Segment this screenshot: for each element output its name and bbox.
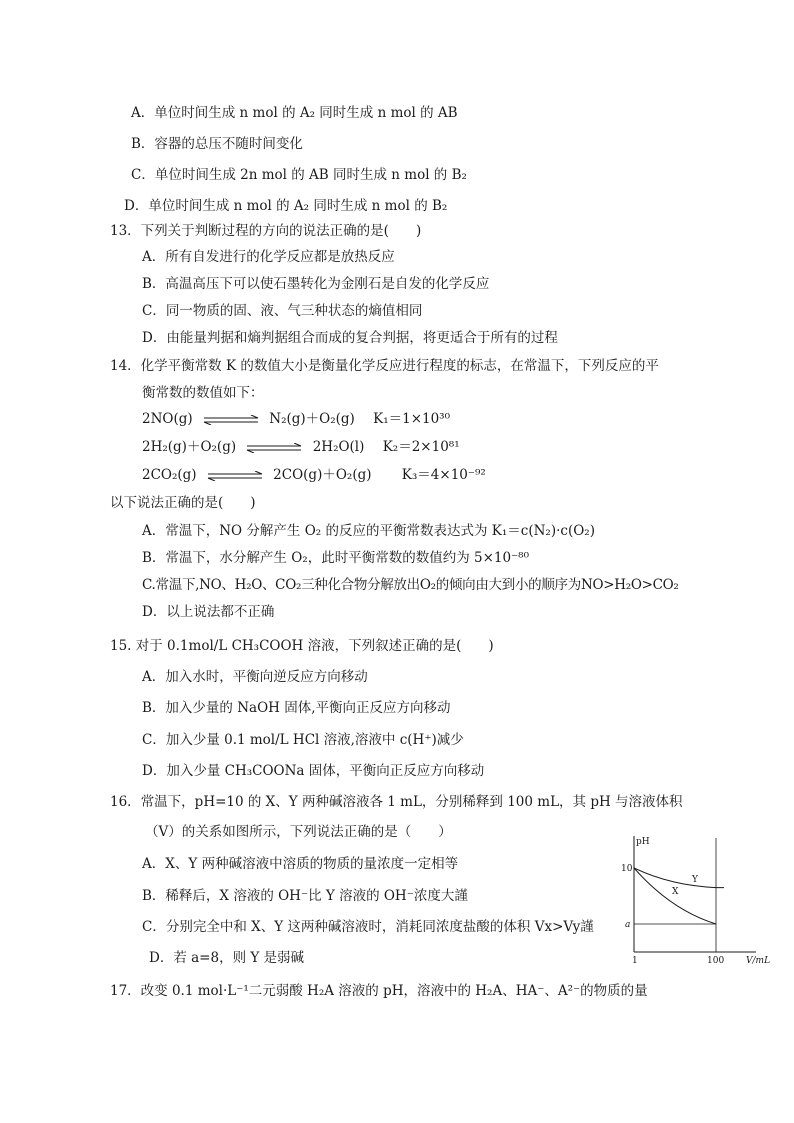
q14-equation-2 [142,438,460,456]
y-tick-label: 10 [621,864,633,874]
equilibrium-arrow-icon [203,415,259,425]
y-tick-label: a [625,920,631,930]
eq2-constant: K₂＝2×10⁸¹ [382,439,460,455]
ph-volume-chart [612,832,782,970]
q15-option-d: D．加入少量 CH₃COONa 固体，平衡向正反应方向移动 [142,763,485,779]
q16-option-c: C．分别完全中和 X、Y 这两种碱溶液时，消耗同浓度盐酸的体积 Vx>Vy謹 [142,919,594,935]
q14-option-a: A．常温下，NO 分解产生 O₂ 的反应的平衡常数表达式为 K₁＝c(N₂)·c(O₂) [142,523,595,539]
q16-stem-line1: 16．常温下，pH=10 的 X、Y 两种碱溶液各 1 mL，分别稀释到 100 mL，其 pH 与溶液体积 [110,794,683,810]
q12-option-d: D．单位时间生成 n mol 的 A₂ 同时生成 n mol 的 B₂ [124,198,448,214]
q13-stem: 13．下列关于判断过程的方向的说法正确的是( ) [110,223,422,239]
q14-option-d: D．以上说法都不正确 [142,604,275,620]
q16-option-a: A．X、Y 两种碱溶液中溶质的物质的量浓度一定相等 [142,856,459,872]
eq3-constant: K₃＝4×10⁻⁹² [401,467,486,483]
q14-equation-3 [142,466,486,484]
q15-option-b: B．加入少量的 NaOH 固体,平衡向正反应方向移动 [142,700,451,716]
q15-option-a: A．加入水时，平衡向逆反应方向移动 [142,669,368,685]
equilibrium-arrow-icon [207,471,263,481]
q15-option-c: C．加入少量 0.1 mol/L HCl 溶液,溶液中 c(H⁺)减少 [142,732,464,748]
series-line-y [634,868,724,888]
y-axis-label: pH [636,837,650,847]
q14-equation-1 [142,410,450,428]
q16-option-b: B．稀释后，X 溶液的 OH⁻比 Y 溶液的 OH⁻浓度大謹 [142,888,468,904]
q13-option-b: B．高温高压下可以使石墨转化为金刚石是自发的化学反应 [142,276,490,292]
equilibrium-arrow-icon [246,443,302,453]
q17-stem: 17．改变 0.1 mol·L⁻¹二元弱酸 H₂A 溶液的 pH，溶液中的 H₂A、HA⁻、A²⁻的物质的量 [110,983,648,999]
q14-option-b: B．常温下，水分解产生 O₂，此时平衡常数的数值约为 5×10⁻⁸⁰ [142,550,530,566]
q13-option-a: A．所有自发进行的化学反应都是放热反应 [142,249,395,265]
eq3-reactants: 2CO₂(g) [142,467,197,483]
q16-option-d: D．若 a=8，则 Y 是弱碱 [149,950,305,966]
q12-option-c: C．单位时间生成 2n mol 的 AB 同时生成 n mol 的 B₂ [131,167,467,183]
q13-option-c: C．同一物质的固、液、气三种状态的熵值相同 [142,303,423,319]
q13-option-d: D．由能量判据和熵判据组合而成的复合判据，将更适合于所有的过程 [142,330,558,346]
chart-marks [634,868,724,924]
q12-option-b: B．容器的总压不随时间变化 [131,136,303,152]
series-label-x: X [672,887,679,897]
eq2-products: 2H₂O(l) [312,439,365,455]
eq1-constant: K₁＝1×10³⁰ [373,411,451,427]
q14-option-c: C.常温下,NO、H₂O、CO₂三种化合物分解放出O₂的倾向由大到小的顺序为NO>H₂O>CO₂ [142,577,679,593]
chart-axes [621,836,770,966]
x-axis-label: V/mL [746,956,771,966]
eq1-products: N₂(g)＋O₂(g) [269,411,355,427]
eq1-reactants: 2NO(g) [142,411,193,427]
eq2-reactants: 2H₂(g)＋O₂(g) [142,439,237,455]
q14-stem-line2: 衡常数的数值如下： [142,385,264,401]
x-tick-label: 1 [632,956,638,966]
series-label-y: Y [692,875,698,885]
q15-stem: 15. 对于 0.1mol/L CH₃COOH 溶液，下列叙述正确的是( ) [110,638,494,654]
eq3-products: 2CO(g)＋O₂(g) [273,467,372,483]
q12-option-a: A．单位时间生成 n mol 的 A₂ 同时生成 n mol 的 AB [131,105,458,121]
x-tick-label: 100 [707,956,725,966]
q16-stem-line2: （V）的关系如图所示，下列说法正确的是（ ） [145,824,452,840]
q14-question: 以下说法正确的是( ) [110,495,256,511]
q14-stem-line1: 14．化学平衡常数 K 的数值大小是衡量化学反应进行程度的标志，在常温下，下列反应的平 [110,358,659,374]
